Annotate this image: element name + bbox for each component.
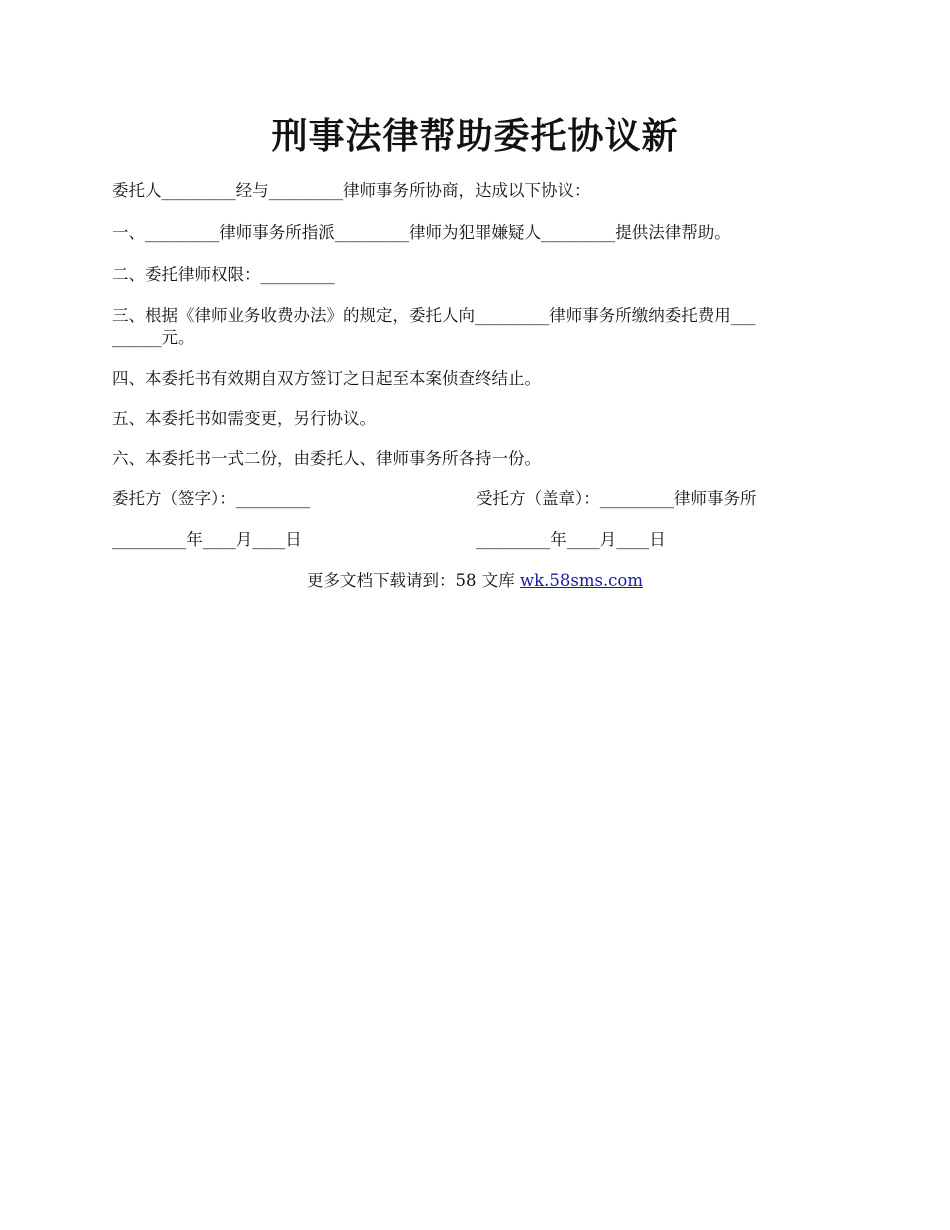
- agent-date: _________年____月____日: [476, 530, 666, 549]
- download-footer: [0, 570, 950, 592]
- client-signature: 委托方（签字）：_________: [112, 489, 310, 508]
- clause-2: 二、委托律师权限：_________: [112, 265, 335, 284]
- agent-seal: 受托方（盖章）：_________律师事务所: [476, 489, 757, 508]
- clause-4: 四、本委托书有效期自双方签订之日起至本案侦查终结止。: [112, 369, 541, 388]
- clause-6: 六、本委托书一式二份，由委托人、律师事务所各持一份。: [112, 449, 541, 468]
- clause-1: 一、_________律师事务所指派_________律师为犯罪嫌疑人_________提供法律帮助。: [112, 223, 731, 242]
- document-title: 刑事法律帮助委托协议新: [271, 115, 679, 157]
- clause-3-line-1: 三、根据《律师业务收费办法》的规定，委托人向_________律师事务所缴纳委托费用___: [112, 306, 756, 325]
- client-date: _________年____月____日: [112, 530, 302, 549]
- footer-link[interactable]: wk.58sms.com: [519, 571, 643, 590]
- intro-paragraph: 委托人_________经与_________律师事务所协商，达成以下协议：: [112, 181, 591, 200]
- footer-text: 更多文档下载请到：58 文库: [306, 571, 520, 590]
- clause-3-line-2: ______元。: [112, 328, 195, 347]
- clause-5: 五、本委托书如需变更，另行协议。: [112, 409, 376, 428]
